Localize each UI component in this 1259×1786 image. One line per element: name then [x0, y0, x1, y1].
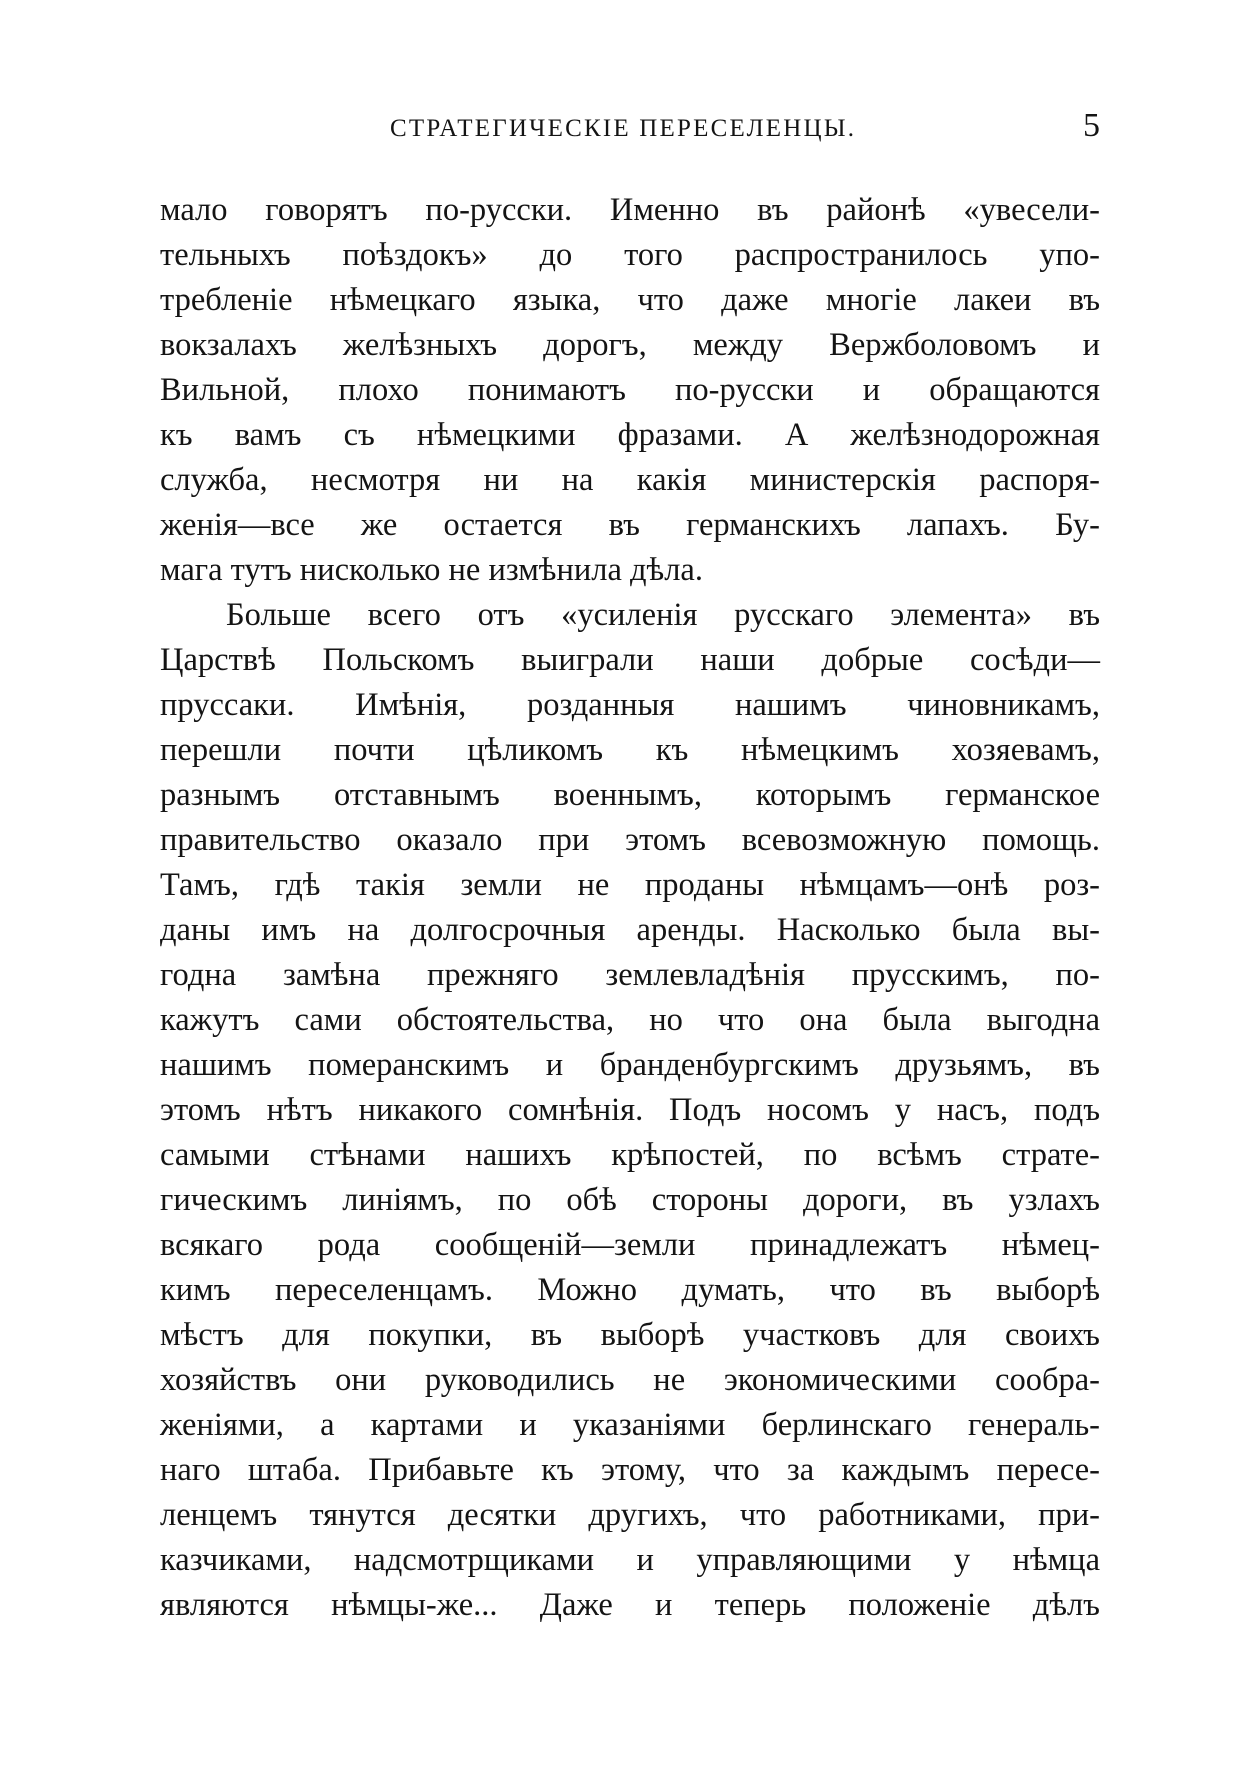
text-line: хозяйствъ они руководились не экономическими сообра-	[160, 1362, 1100, 1398]
text-line: этомъ нѣтъ никакого сомнѣнія. Подъ носомъ у насъ, подъ	[160, 1092, 1100, 1128]
text-line: служба, несмотря ни на какія министерскія распоря-	[160, 462, 1100, 498]
text-line: тельныхъ поѣздокъ» до того распространилось упо-	[160, 237, 1100, 273]
text-line: Вильной, плохо понимаютъ по-русски и обращаются	[160, 372, 1100, 408]
text-line: ленцемъ тянутся десятки другихъ, что работниками, при-	[160, 1497, 1100, 1533]
text-line: мѣстъ для покупки, въ выборѣ участковъ для своихъ	[160, 1317, 1100, 1353]
text-line: кимъ переселенцамъ. Можно думать, что въ выборѣ	[160, 1272, 1100, 1308]
text-line: являются нѣмцы-же... Даже и теперь положеніе дѣлъ	[160, 1587, 1100, 1623]
paragraph-2	[160, 593, 1100, 1628]
paragraph-1	[160, 188, 1100, 593]
text-line: всякаго рода сообщеній—земли принадлежатъ нѣмец-	[160, 1227, 1100, 1263]
text-line: кажутъ сами обстоятельства, но что она была выгодна	[160, 1002, 1100, 1038]
text-line: женіями, а картами и указаніями берлинскаго генераль-	[160, 1407, 1100, 1443]
text-line: разнымъ отставнымъ военнымъ, которымъ германское	[160, 777, 1100, 813]
running-title: СТРАТЕГИЧЕСКІЕ ПЕРЕСЕЛЕНЦЫ.	[390, 115, 857, 142]
running-head	[160, 108, 1100, 148]
text-line: казчиками, надсмотрщиками и управляющими у нѣмца	[160, 1542, 1100, 1578]
text-line: наго штаба. Прибавьте къ этому, что за каждымъ пересе-	[160, 1452, 1100, 1488]
text-line: даны имъ на долгосрочныя аренды. Насколько была вы-	[160, 912, 1100, 948]
text-line: перешли почти цѣликомъ къ нѣмецкимъ хозяевамъ,	[160, 732, 1100, 768]
text-line: женія—все же остается въ германскихъ лапахъ. Бу-	[160, 507, 1100, 543]
text-line: требленіе нѣмецкаго языка, что даже многіе лакеи въ	[160, 282, 1100, 318]
text-line: правительство оказало при этомъ всевозможную помощь.	[160, 822, 1100, 858]
body-text	[160, 188, 1100, 1628]
text-line: пруссаки. Имѣнія, розданныя нашимъ чиновникамъ,	[160, 687, 1100, 723]
text-line: вокзалахъ желѣзныхъ дорогъ, между Вержболовомъ и	[160, 327, 1100, 363]
page-number: 5	[1083, 107, 1100, 144]
text-line: мага тутъ нисколько не измѣнила дѣла.	[160, 552, 703, 588]
text-line: самыми стѣнами нашихъ крѣпостей, по всѣмъ страте-	[160, 1137, 1100, 1173]
text-line: къ вамъ съ нѣмецкими фразами. А желѣзнодорожная	[160, 417, 1100, 453]
text-line: Тамъ, гдѣ такія земли не проданы нѣмцамъ—онѣ роз-	[160, 867, 1100, 903]
text-line: Царствѣ Польскомъ выиграли наши добрые сосѣди—	[160, 642, 1100, 678]
text-line: Больше всего отъ «усиленія русскаго элемента» въ	[226, 597, 1100, 633]
text-line: годна замѣна прежняго землевладѣнія прусскимъ, по-	[160, 957, 1100, 993]
text-line: мало говорятъ по-русски. Именно въ районѣ «увесели-	[160, 192, 1100, 228]
text-line: нашимъ померанскимъ и бранденбургскимъ друзьямъ, въ	[160, 1047, 1100, 1083]
text-line: гическимъ линіямъ, по обѣ стороны дороги, въ узлахъ	[160, 1182, 1100, 1218]
